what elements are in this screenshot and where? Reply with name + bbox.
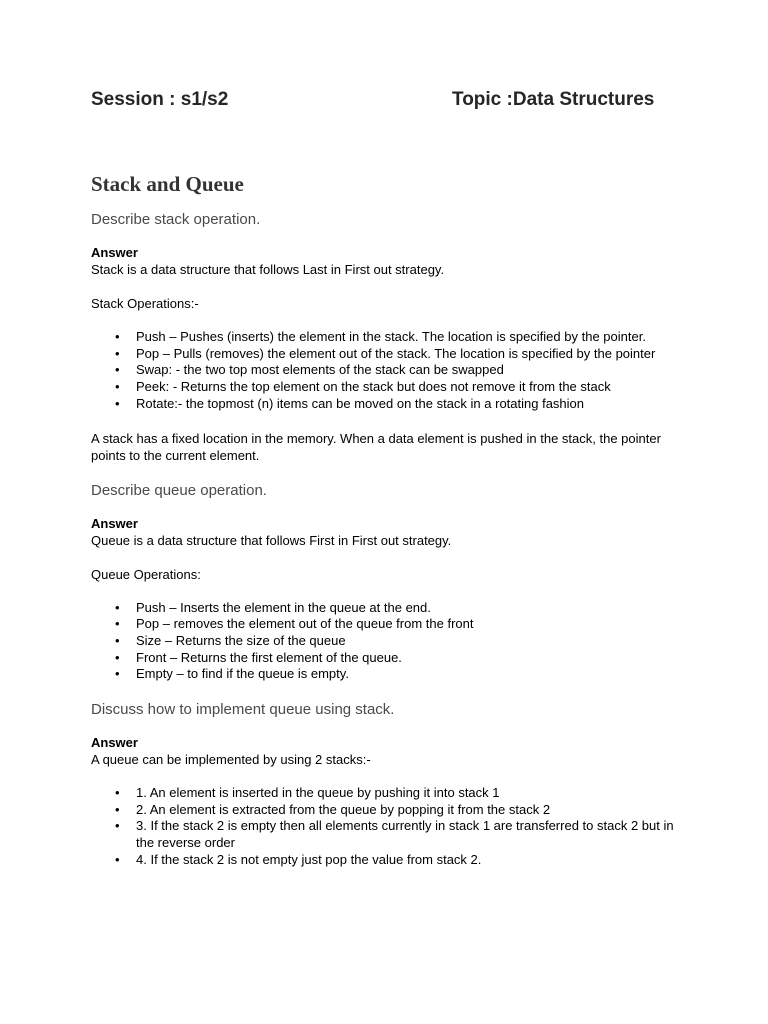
list-item [91, 818, 691, 851]
list-item-text: 4. If the stack 2 is not empty just pop the value from stack 2. [136, 851, 482, 867]
bullet-icon: • [115, 818, 120, 834]
list-item [91, 785, 691, 802]
list-item [91, 616, 691, 633]
list-item-text: Pop – Pulls (removes) the element out of the stack. The location is specified by the pointer [136, 345, 656, 361]
list-item-text: Rotate:- the topmost (n) items can be moved on the stack in a rotating fashion [136, 395, 585, 411]
section-queue-using-stack [91, 700, 691, 869]
answer-outro: A stack has a fixed location in the memory. When a data element is pushed in the stack, the pointer points to the current element. [91, 430, 661, 463]
section-stack [91, 210, 691, 464]
list-item [91, 650, 691, 667]
bullet-icon: • [115, 329, 120, 344]
list-item [91, 379, 691, 396]
question-heading: Describe queue operation. [91, 481, 267, 499]
question-heading: Describe stack operation. [91, 211, 261, 228]
operations-label: Queue Operations: [91, 566, 201, 582]
topic-label: Topic :Data Structures [452, 89, 655, 110]
bullet-list [91, 785, 691, 869]
operations-label: Stack Operations:- [91, 296, 199, 311]
bullet-icon: • [115, 395, 120, 411]
list-item-text: 3. If the stack 2 is empty then all elements currently in stack 1 are transferred to stack 2 but in the reverse order [136, 818, 674, 851]
list-item-text: Peek: - Returns the top element on the stack but does not remove it from the stack [136, 379, 611, 395]
list-item-text: 2. An element is extracted from the queue by popping it from the stack 2 [136, 801, 551, 817]
answer-label: Answer [91, 515, 138, 531]
list-item [91, 329, 691, 346]
bullet-icon: • [115, 666, 120, 682]
list-item [91, 396, 691, 413]
bullet-list [91, 600, 691, 684]
list-item-text: 1. An element is inserted in the queue by pushing it into stack 1 [136, 785, 500, 801]
list-item [91, 666, 691, 683]
list-item [91, 852, 691, 869]
question-heading: Discuss how to implement queue using stack. [91, 701, 395, 719]
bullet-icon: • [115, 345, 120, 361]
bullet-icon: • [115, 632, 120, 648]
list-item-text: Front – Returns the first element of the queue. [136, 649, 402, 665]
answer-label: Answer [91, 735, 138, 751]
list-item-text: Swap: - the two top most elements of the stack can be swapped [136, 362, 504, 378]
answer-label: Answer [91, 245, 138, 260]
section-queue [91, 481, 691, 684]
answer-intro: Queue is a data structure that follows First in First out strategy. [91, 532, 452, 548]
list-item-text: Push – Inserts the element in the queue at the end. [136, 599, 431, 615]
list-item [91, 346, 691, 363]
bullet-icon: • [115, 362, 120, 378]
list-item-text: Empty – to find if the queue is empty. [136, 666, 349, 682]
list-item [91, 362, 691, 379]
bullet-icon: • [115, 785, 120, 801]
answer-intro: Stack is a data structure that follows Last in First out strategy. [91, 262, 445, 277]
list-item [91, 633, 691, 650]
bullet-icon: • [115, 801, 120, 817]
bullet-icon: • [115, 379, 120, 395]
list-item-text: Pop – removes the element out of the queue from the front [136, 616, 474, 632]
page-title: Stack and Queue [91, 172, 244, 196]
list-item [91, 600, 691, 617]
page-header [0, 89, 768, 115]
answer-intro: A queue can be implemented by using 2 stacks:- [91, 752, 371, 768]
bullet-icon: • [115, 616, 120, 632]
bullet-icon: • [115, 599, 120, 615]
session-label: Session : s1/s2 [91, 89, 229, 110]
bullet-icon: • [115, 649, 120, 665]
document-body [91, 170, 691, 886]
bullet-icon: • [115, 851, 120, 867]
list-item [91, 802, 691, 819]
bullet-list [91, 329, 691, 413]
list-item-text: Push – Pushes (inserts) the element in the stack. The location is specified by the pointer. [136, 329, 646, 344]
list-item-text: Size – Returns the size of the queue [136, 632, 346, 648]
